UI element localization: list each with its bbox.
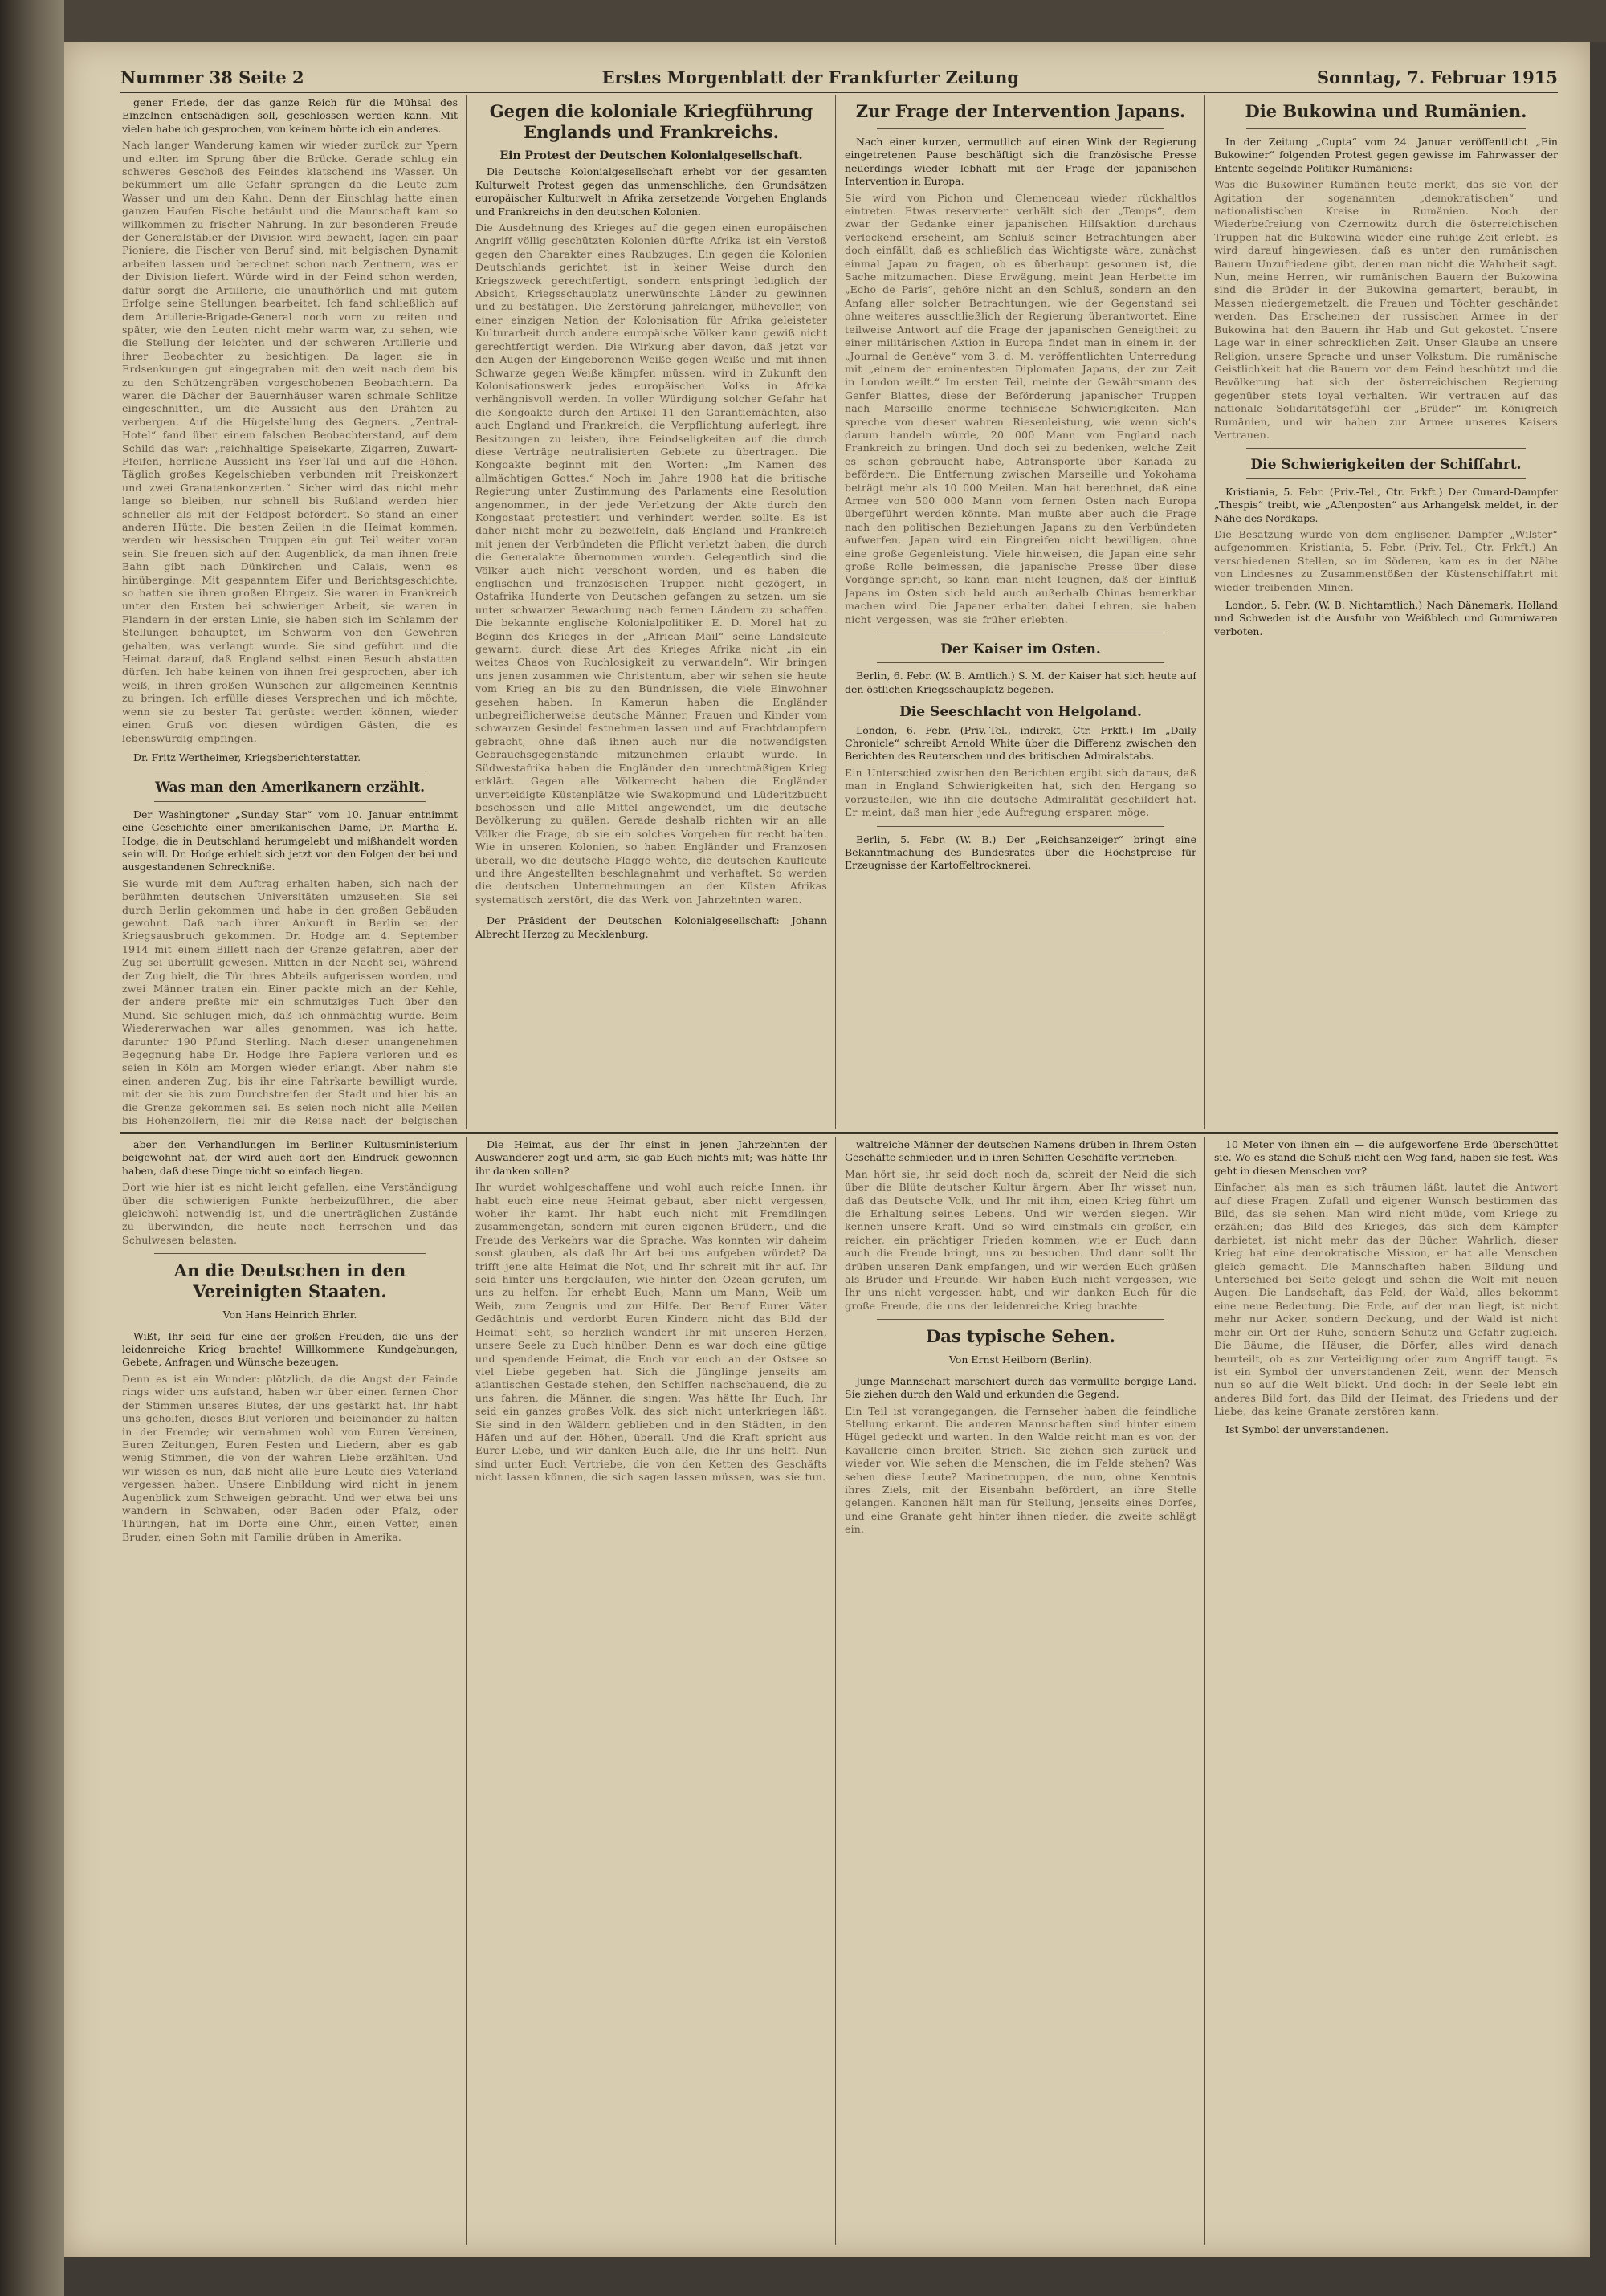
column-4	[1214, 96, 1558, 1128]
bottom3-body: Man hört sie, ihr seid doch noch da, schreit der Neid die sich über die Blüte deutscher Kultur ärgern. Aber Ihr wisset nun, daß das Deutsche Volk, und Ihr mit ihm, einen Krieg führt um die Erhaltung seines Lebens. Und wir werden siegen. Wir kennen unsere Kraft. Und so wird einstmals ein großer, ein reicher, ein prächtiger Frieden kommen, wie er Euch dann auch die Freude bringt, uns zu besuchen. Und dann sollt Ihr drüben unseren Dank empfangen, und wir werden Euch grüßen als Brüder und Freunde. Wir haben Euch nicht vergessen, wie Ihr uns nicht vergessen habt, und wir danken Euch für die große Freude, die uns der leidenreiche Krieg brachte.	[845, 1167, 1196, 1312]
book-binding	[0, 0, 64, 2296]
col3-kaiser-text: Berlin, 6. Febr. (W. B. Amtlich.) S. M. der Kaiser hat sich heute auf den östlichen Kriegsschauplatz begeben.	[845, 670, 1196, 695]
bottom3-title: Das typische Sehen.	[926, 1326, 1115, 1347]
col3-start: Nach einer kurzen, vermutlich auf einen Wink der Regierung eingetretenen Pause beschäftigt sich die französische Presse neuerdings wieder lebhaft mit der Frage der japanischen Intervention in Europa.	[845, 136, 1196, 188]
col3-body-text: Sie wird von Pichon und Clemenceau wieder rückhaltlos eintreten. Etwas reservierter verhält sich der „Temps“, dem zwar der Gedanke einer japanischen Hilfsaktion durchaus verlockend erscheint, am Schluß seiner Betrachtungen aber doch einfällt, daß es schließlich das Wichtigste wäre, zunächst einmal Japan zu fragen, ob es überhaupt gesonnen ist, die Sache mitzumachen. Diese Erwägung, meint Jean Herbette im „Echo de Paris“, gehöre nicht an den Schluß, sondern an den Anfang aller solcher Betrachtungen, wie der Gegenstand sei ohne weiteres ausschließlich der Regierung überantwortet. Eine teilweise Antwort auf die Frage der japanischen Geneigtheit zu einer militärischen Aktion in Europa findet man in einem in der „Journal de Genève“ vom 3. d. M. veröffentlichten Unterredung mit „einem der eminentesten Diplomaten Japans, der zur Zeit in London weilt.“ Im ersten Teil, meinte der Gewährsmann des Genfer Blattes, diese der Beförderung japanischer Truppen nach Marseille enorme technische Schwierigkeiten. Man spreche von dieser wahren Riesenleistung, wie wenn sich's darum handeln würde, 20 000 Mann von England nach Frankreich zu bringen. Und doch sei zu bedenken, welche Zeit es schon gebraucht habe, Abtransporte über Kanada zu befördern. Die Entfernung zwischen Marseille und Yokohama beträgt mehr als 10 000 Meilen. Man hat berechnet, daß eine Armee von 500 000 Mann vom fernen Osten nach Europa übergeführt werden könnte. Man mußte aber auch die Frage nach den politischen Beziehungen Japans zu den Verbündeten aufwerfen. Japan wird ein Eingreifen nicht bewilligen, ohne eine große Gegenleistung. Viele hinweisen, die Japan eine sehr große Rolle beimessen, die japanische Presse über diese Vorgänge spricht, so kann man nicht leugnen, daß der Einfluß Japans im Osten sich bald auch außerhalb Chinas bemerkbar machen wird. Die Japaner erhalten dabei Lehren, sie haben nicht vergessen, was sie früher erlebten.	[845, 191, 1196, 625]
scan-top-edge	[64, 0, 1606, 42]
section-rule	[120, 1132, 1558, 1134]
col4-body-text: Was die Bukowiner Rumänen heute merkt, das sie von der Agitation der sogenannten „demokratischen“ und nationalistischen Kreise in Rumänien. Noch der Wiederbefreiung von Czernowitz durch die österreichischen Truppen hat die Bukowina wieder eine ruhige Zeit erlebt. Es wird darauf hingewiesen, daß es unter den rumänischen Bauern Unzufriedene gibt, denen man nicht die Wahrheit sagt. Nun, meine Herren, wir rumänischen Bauern der Bukowina sind die Brüder in der Bukowina gemartert, beraubt, in Massen niedergemetzelt, die Frauen und Töchter geschändet werden. Das Erscheinen der russischen Armee in der Bukowina hat den Bauern ihr Hab und Gut gekostet. Unsere Lage war in einer schrecklichen Zeit. Unser Glaube an unsere Religion, unsere Sprache und unser Volkstum. Die rumänische Geistlichkeit hat die Bauern vor dem Feind beschützt und die Bevölkerung hat sich der österreichischen Regierung gegenüber stets loyal verhalten. Wir vertrauen auf das nationale Solidaritätsgefühl der „Brüder“ im Königreich Rumänien, und wir haben zur Armee unseres Kaisers Vertrauen.	[1214, 178, 1558, 441]
separator	[1246, 448, 1526, 449]
col3-title: Zur Frage der Intervention Japans.	[855, 101, 1186, 121]
col2-body-text: Die Ausdehnung des Krieges auf die gegen einen europäischen Angriff völlig geschützten Kolonien dürfte Afrika ist ein Verstoß gegen den Charakter eines Raubzuges. Ein gegen die Kolonien Deutschlands gerichtet, ist in keiner Weise durch den Kriegszweck gerechtfertigt, sondern entspringt lediglich der Absicht, Kriegsschauplatz unerwünschte Länder zu gewinnen und zu bestätigen. Die Zerstörung jahrelanger, mühevoller, von einer einzigen Nation der Kolonisation für Afrika geleisteter Kulturarbeit durch andere europäische Völker kann gewiß nicht gerechtfertigt werden. Die Wirkung aber davon, daß jetzt vor den Augen der Eingeborenen Weiße gegen Weiße und mit ihnen Schwarze gegen Weiße kämpfen müssen, wird in Zukunft den Kolonisationswerk jedes europäischen Volks in Afrika verhängnisvoll werden. In voller Würdigung solcher Gefahr hat die Kongoakte durch den Artikel 11 den Garantiemächten, also auch England und Frankreich, die Verpflichtung auferlegt, ihre Besitzungen zu leisten, ihre Feindseligkeiten auf die durch diese Verträge neutralisierten Gebiete zu übertragen. Die Kongoakte beginnt mit den Worten: „Im Namen des allmächtigen Gottes.“ Noch im Jahre 1908 hat die britische Regierung unter Zustimmung des Parlaments eine Resolution angenommen, in der jede Verletzung der Akte durch den Kongostaat protestiert und verhindert werden sollte. Es ist daher nicht mehr zu bezweifeln, daß England und Frankreich mit jenen der Verbündeten die Pflicht verletzt haben, die durch die Generalakte übernommen wurden. Gelegentlich sind die Völker auch nicht verschont worden, und es haben die englischen und französischen Truppen nicht gezögert, in Ostafrika Hunderte von Deutschen gefangen zu setzen, um sie unter schwarzer Bewachung nach fernen Ländern zu schaffen. Die bekannte englische Kolonialpolitiker E. D. Morel hat zu Beginn des Krieges in der „African Mail“ seine Landsleute gewarnt, durch diese Art des Krieges Afrika nicht „in ein weites Chaos von Ruchlosigkeit zu verwandeln“. Wir bringen uns jenen zusammen wie Christentum, aber wir sehen sie heute vom Krieg an bis zu den Bündnissen, die viele Einwohner gesehen haben. In Kamerun haben die Engländer unbegreiflicherweise deutsche Männer, Frauen und Kinder vom schwarzen Gesindel festnehmen lassen und auf Frachtdampfern gebracht, ohne daß ihnen auch nur die notwendigsten Gebrauchsgegenstände mitzunehmen erlaubt wurde. In Südwestafrika haben die Engländer den unrechtmäßigen Krieg erklärt. Gegen alle Völkerrecht haben die Engländer unverteidigte Küstenplätze wie Swakopmund und Lüderitzbucht beschossen und alle Mittel angewendet, um die deutsche Bevölkerung zu quälen. Gerade deshalb richten wir an alle Völker die Frage, ob sie ein solches Vorgehen für recht halten. Wie in unseren Kolonien, so haben Engländer und Franzosen überall, wo die deutsche Flagge wehte, die deutschen Kaufleute und ihre Angestellten beschlagnahmt und verhaftet. So werden die deutschen Unternehmungen an den Küsten Afrikas systematisch zerstört, die das Werk von Jahrzehnten waren.	[475, 222, 827, 906]
col1-article-text: Sie wurde mit dem Auftrag erhalten haben, sich nach der berühmten deutschen Universitäten umzusehen. Sie sei durch Berlin gekommen und habe in den großen Gebäuden gewohnt. Daß nach ihrer Ankunft in Berlin sei der Kriegsausbruch gekommen. Dr. Hodge am 4. September 1914 mit einem Billett nach der Grenze gefahren, aber der Zug sei überfüllt gewesen. Mitten in der Nacht sei, während der Zug hielt, die Tür ihres Abteils aufgerissen worden, und zwei Männer traten ein. Einer packte mich an der Kehle, der andere preßte mir ein schmutziges Tuch über den Mund. Sie schlugen mich, daß ich ohnmächtig wurde. Beim Wiedererwachen war alles genommen, was ich hatte, darunter 190 Pfund Sterling. Nach dieser unangenehmen Begegnung habe Dr. Hodge ihre Papiere verloren und es seien in Köln am Morgen wieder erlangt. Aber nahm sie einen anderen Zug, bis ihr eine Fahrkarte bewilligt wurde, mit der sie bis zum Durchstreifen der Stadt und hier bis an die Grenze gekommen sei. Es seien noch nicht alle Meilen bis Hohenzollern, fiel mir die Reise nach der belgischen	[122, 877, 458, 1127]
col4-title: Die Bukowina und Rumänien.	[1245, 101, 1527, 121]
col1-intro: gener Friede, der das ganze Reich für die Mühsal des Einzelnen entschädigen soll, geschlossen werden kann. Mit vielen habe ich gesprochen, von keinem hörte ich ein anderes.	[122, 96, 458, 135]
col3-bundesrat-text: Berlin, 5. Febr. (W. B.) Der „Reichsanzeiger“ bringt eine Bekanntmachung des Bundesrates über die Höchstpreise für Erzeugnisse der Kartoffeltrocknerei.	[845, 833, 1196, 872]
col1-signature: Dr. Fritz Wertheimer, Kriegsberichterstatter.	[133, 751, 361, 763]
col3-helgoland-text: London, 6. Febr. (Priv.-Tel., indirekt, Ctr. Frkft.) Im „Daily Chronicle“ schreibt Arnold White über die Differenz zwischen den Berichten des Reuterschen und des britischen Admiralstabs.	[845, 723, 1196, 763]
bottom1-body: Dort wie hier ist es nicht leicht gefallen, eine Verständigung über die schwierigen Punkte herbeizuführen, die aber gleichwohl notwendig ist, und die unerträglichen Zustände zu überwinden, die heute noch herrschen und das Schulwesen belasten.	[122, 1181, 458, 1246]
bottom-column-4	[1214, 1138, 1558, 2246]
col3-helgoland-title: Die Seeschlacht von Helgoland.	[899, 704, 1142, 721]
bottom1-body-2: Denn es ist ein Wunder: plötzlich, da die Angst der Feinde rings wider uns aufstand, haben wir über einen fernen Chor der Stimmen unseres Blutes, der uns gestärkt hat. Ihr habt uns geholfen, dieses Blut verloren und beieinander zu halten in der Fremde; wir vernahmen wohl von Euren Vereinen, Euren Zeitungen, Euren Festen und Liedern, aber es gab wenig Stimmen, die von der wahren Liebe erzählten. Und wir wissen es nun, daß nicht alle Eure Leute dies Vaterland vergessen haben. Unsere Einbildung wird nicht in jenem Augenblick zum Schweigen gebracht. Und wer etwa bei uns wandern in Schwaben, oder Baden oder Pfalz, oder Thüringen, hat im Dorfe eine Ohm, einen Vetter, einen Bruder, einen Sohn mit Familie drüben in Amerika.	[122, 1372, 458, 1543]
bottom1-title: An die Deutschen in den Vereinigten Staaten.	[173, 1260, 406, 1302]
column-rule	[466, 95, 467, 1129]
bottom3-byline: Von Ernst Heilborn (Berlin).	[948, 1354, 1093, 1366]
bottom-column-3	[845, 1138, 1196, 2246]
col2-signature: Der Präsident der Deutschen Kolonialgesellschaft: Johann Albrecht Herzog zu Mecklenburg.	[475, 914, 827, 940]
bottom4-body: Einfacher, als man es sich träumen läßt, lautet die Antwort auf diese Fragen. Zufall und eigener Wunsch bestimmen das Bild, das sie sehen. Man wird nicht müde, vom Kriege zu erzählen; das Bild des Krieges, das sich dem Kämpfer darbietet, ist nicht mehr das der Bücher. Wahrlich, dieser Krieg hat eine demokratische Mission, er hat alle Menschen gleich gemacht. Die Mannschaften haben Bildung und Unterschied bei Seite gelegt und sehen die Welt mit neuen Augen. Die Landschaft, das Feld, der Wald, alles bekommt eine neue Bedeutung. Die Erde, auf der man liegt, ist nicht mehr nur Acker, sondern Deckung, und der Wald ist nicht mehr ein Ort der Ruhe, sondern Schutz und Gefahr zugleich. Die Bäume, die Häuser, die Dörfer, alles wird danach beurteilt, ob es zur Verteidigung oder zum Angriff taugt. Es ist ein Symbol der unverstandenen Zeit, wenn der Mensch nun so auf die Welt blickt. Und doch: in der Seele lebt ein anderes Bild fort, das Bild der Heimat, des Friedens und der Liebe, das keine Granate zerstören kann.	[1214, 1181, 1558, 1418]
col4-shipping-text: Kristiania, 5. Febr. (Priv.-Tel., Ctr. Frkft.) Der Cunard-Dampfer „Thespis“ treibt, wie „Aftenposten“ aus Arhangelsk meldet, in der Nähe des Nordkaps.	[1214, 485, 1558, 524]
col3-kaiser-title: Der Kaiser im Osten.	[940, 641, 1101, 658]
bottom1-text: Wißt, Ihr seid für eine der großen Freuden, die uns der leidenreiche Krieg brachte! Willkommene Kundgebungen, Gebete, Anfragen und Wünsche bezeugen.	[122, 1329, 458, 1369]
col4-shipping-body: Die Besatzung wurde von dem englischen Dampfer „Wilster“ aufgenommen. Kristiania, 5. Febr. (Priv.-Tel., Ctr. Frkft.) An verschiedenen Stellen, so im Söderen, kam es in der Nähe von Lindesnes zu Zusammenstößen der Küstenschiffahrt mit wieder treibenden Minen.	[1214, 527, 1558, 593]
bottom-column-1	[122, 1138, 458, 2246]
column-2	[475, 96, 827, 1128]
page-header	[120, 66, 1558, 93]
col1-article-title: Was man den Amerikanern erzählt.	[154, 780, 426, 796]
bottom2-body: Ihr wurdet wohlgeschaffene und wohl auch reiche Innen, ihr habt euch eine neue Heimat gebaut, aber nicht vergessen, woher ihr kamt. Ihr habt euch nicht mit Fremdlingen zusammengetan, sondern mit euren eigenen Brüdern, und die Freude des Verkehrs war die Sprache. Was konnten wir daheim sonst glauben, als daß Ihr Art bei uns aufgeben würdet? Da trifft jene alte Heimat die Not, und Ihr schreit mit ihr auf. Ihr seid hinter uns hergelaufen, wie hinter den Ozean gerufen, um uns zu helfen. Ihr erhebt Euch, Mann um Mann, Weib um Weib, zum Zeugnis und zur Hilfe. Der Beruf Eurer Väter Gedächtnis und verdorbt Euren Kindern nicht das Bild der Heimat! Seht, so herzlich wandert Ihr mit unseren Herzen, unsere Seele zu Euch hinüber. Denn es war doch eine gütige und spendende Heimat, die Euch vor euch an der Ostsee so viel Liebe gegeben hat. Sich die Jünglinge jenseits am atlantischen Gestade stehen, den Schiffen nachschauend, die zu uns fahren, die Männer, die singen: Was hätte Ihr Euch, Ihr seid ein ganzes großes Volk, das sich nicht unterkriegen läßt. Sie sind in den Wäldern geblieben und in den Städten, in den Häfen und auf den Höhen, überall. Und die Kraft spricht aus Eurer Liebe, und wir danken Euch alle, die Ihr uns helft. Nun sind unter Euch Vertriebe, die von den Ketten des Geschäfts nicht lassen können, die sich sagen lassen müssen, was sie tun.	[475, 1181, 827, 1484]
bottom2-start: Die Heimat, aus der Ihr einst in jenen Jahrzehnten der Auswanderer zogt und arm, sie gab Euch nichts mit; was hätte Ihr ihr danken sollen?	[475, 1138, 827, 1177]
bottom1-byline: Von Hans Heinrich Ehrler.	[222, 1309, 357, 1321]
separator	[154, 1253, 426, 1254]
column-1	[122, 96, 458, 1128]
col3-helgoland-body: Ein Unterschied zwischen den Berichten ergibt sich daraus, daß man in England Schwierigkeiten hat, sich den Hergang so vorzustellen, wie ihn die deutsche Admiralität geschildert hat. Er meint, daß man hier jede Aufregung ersparen möge.	[845, 766, 1196, 819]
bottom4-end: Ist Symbol der unverstandenen.	[1225, 1423, 1389, 1435]
bottom3-text: Junge Mannschaft marschiert durch das vermüllte bergige Land. Sie ziehen durch den Wald und erkunden die Gegend.	[845, 1374, 1196, 1401]
separator	[877, 128, 1164, 129]
header-date: Sonntag, 7. Februar 1915	[1316, 67, 1558, 88]
bottom3-start: waltreiche Männer der deutschen Namens drüben in Ihrem Osten Geschäfte schmieden und in ihren Schiffen Geschäfte vertrieben.	[845, 1138, 1196, 1164]
column-rule	[466, 1137, 467, 2245]
bottom4-start: 10 Meter von ihnen ein — die aufgeworfene Erde überschüttet sie. Wo es stand die Schuß nicht den Weg fand, haben sie fest. Was geht in diesen Menschen vor?	[1214, 1138, 1558, 1177]
column-rule	[1204, 1137, 1205, 2245]
bottom-column-2	[475, 1138, 827, 2246]
header-issue: Nummer 38 Seite 2	[120, 67, 304, 88]
col1-body-text: Nach langer Wanderung kamen wir wieder zurück zur Ypern und eilten im Sprung über die Brücke. Gerade schlug ein schweres Geschoß des Feindes klatschend ins Wasser. Un bekümmert um alle Gefahr sprangen da die Leute zum Wasser und um den Kahn. Denn der Einschlag hatte einen ganzen Haufen Fische betäubt und die Mannschaft kam so willkommen zu frischer Nahrung. In zur besonderen Freude der Generalstäbler der Division wird bewacht, lagen ein paar Pioniere, die Fischer von Beruf sind, mit belgischen Dynamit arbeiten lassen und berechnet schon nach Zentnern, was er der Division liefert. Würde wird in der Feind schon werden, dafür sorgt die Artillerie, die unaufhörlich und mit gutem Erfolge seine Stellungen bearbeitet. Ich fand schließlich auf dem Artillerie-Brigade-General noch vorn zu reiten und später, wie den Leuten nicht mehr warm war, zu sehen, wie die Stellung der leichten und der schweren Artillerie und ihrer Beobachter zu besichtigen. Da lagen sie in Erdsenkungen gut eingegraben mit den weit nach dem bis zu den Schützengräben vorgeschobenen Beobachtern. Da waren die Dächer der Bauernhäuser waren schmale Schlitze eingeschnitten, um die Aussicht aus den Drähten zu verbergen. Auf die Hügelstellung des Gegners. „Zentral-Hotel“ fand über einem falschen Beobachterstand, auf dem Schild das war: „reichhaltige Speisekarte, Zigarren, Zuwart-Pfeifen, herrliche Aussicht ins Yser-Tal und auf die Höhen. Täglich großes Kegelschieben verbunden mit Preiskonzert und zwei Granatenkonzerten.“ Sicher wird das nicht mehr lange so bleiben, nur schnell bis Rußland werden hier schneller als mit der Feldpost befördert. So stand an einer anderen Hütte. Die besten Zeilen in die Heimat kommen, werden wir hessischen Truppen ein gut Teil weiter voran sein. Sie freuen sich auf den Augenblick, da man ihnen freie Bahn gibt nach Dünkirchen und Calais, wenn es hinüberginge. Mit gespanntem Eifer und Berichtsgeschichte, so hatten sie ihren großen Ehrgeiz. Sie waren in Frankreich unter den Ersten bei schwieriger Arbeit, sie waren in Flandern in der ersten Linie, sie haben sich im Schlamm der Stellungen behauptet, im Schwarm von den Gewehren gehalten, was verlangt wurde. Sie sind geführt und die Heimat darauf, daß England selbst einen Besuch abstatten dürfen. Ich habe keinen von ihnen frei gesprochen, aber ich weiß, in ihren großen Wünschen zur allgemeinen Kenntnis zu bringen. Ich erfülle dieses Versprechen und ich möchte, wenn sie zu bester Tat gerüstet werden können, wieder einen Gruß von diesen würdigen Gästen, die es lebenswürdig empfingen.	[122, 139, 458, 744]
column-rule	[835, 95, 836, 1129]
col2-subtitle: Ein Protest der Deutschen Kolonialgesellschaft.	[499, 149, 803, 162]
separator	[1246, 128, 1526, 129]
header-masthead: Erstes Morgenblatt der Frankfurter Zeitung	[601, 67, 1020, 88]
column-rule	[835, 1137, 836, 2245]
separator	[877, 1319, 1164, 1320]
col2-title: Gegen die koloniale Kriegführung Englands und Frankreichs.	[489, 101, 813, 142]
col4-shipping-title: Die Schwierigkeiten der Schiffahrt.	[1250, 457, 1522, 474]
col1-article-start: Der Washingtoner „Sunday Star“ vom 10. Januar entnimmt eine Geschichte einer amerikanischen Dame, Dr. Martha E. Hodge, die in Deutschland herumgelebt und mißhandelt worden sein will. Dr. Hodge erhielt sich jetzt von den Folgen der bei und ausgestandenen Schreckniße.	[122, 808, 458, 873]
separator	[154, 801, 426, 802]
separator	[877, 662, 1164, 663]
separator	[877, 826, 1164, 827]
col4-london-text: London, 5. Febr. (W. B. Nichtamtlich.) Nach Dänemark, Holland und Schweden ist die Ausfuhr von Weißblech und Gummiwaren verboten.	[1214, 599, 1558, 637]
bottom1-start: aber den Verhandlungen im Berliner Kultusministerium beigewohnt hat, der wird auch dort den Eindruck gewonnen haben, daß diese Dinge nicht so einfach liegen.	[122, 1138, 458, 1177]
col2-start: Die Deutsche Kolonialgesellschaft erhebt vor der gesamten Kulturwelt Protest gegen das unmenschliche, den Grundsätzen europäischer Kulturwelt in Afrika zersetzende Vorgehen Englands und Frankreichs in den deutschen Kolonien.	[475, 165, 827, 218]
column-rule	[1204, 95, 1205, 1129]
bottom3-body-2: Ein Teil ist vorangegangen, die Fernseher haben die feindliche Stellung erkannt. Die anderen Mannschaften sind hinter einem Hügel gedeckt und warten. In den Walde reicht man es von der Kavallerie einen breiten Strich. Sie ziehen sich zurück und wieder vor. Wie sehen die Menschen, die im Felde stehen? Was sehen diese Leute? Marinetruppen, die nun, ohne Kenntnis ihres Ziels, mit der Eisenbahn befördert, an ihre Stelle gelangen. Kanonen hält man für Stellung, jenseits eines Dorfes, und eine Granate geht hinter ihnen nieder, die zweite schlägt ein.	[845, 1404, 1196, 1536]
col4-start: In der Zeitung „Cupta“ vom 24. Januar veröffentlicht „Ein Bukowiner“ folgenden Protest gegen gewisse im Fahrwasser der Entente segelnde Politiker Rumäniens:	[1214, 136, 1558, 174]
column-3	[845, 96, 1196, 1128]
separator	[1246, 478, 1526, 479]
